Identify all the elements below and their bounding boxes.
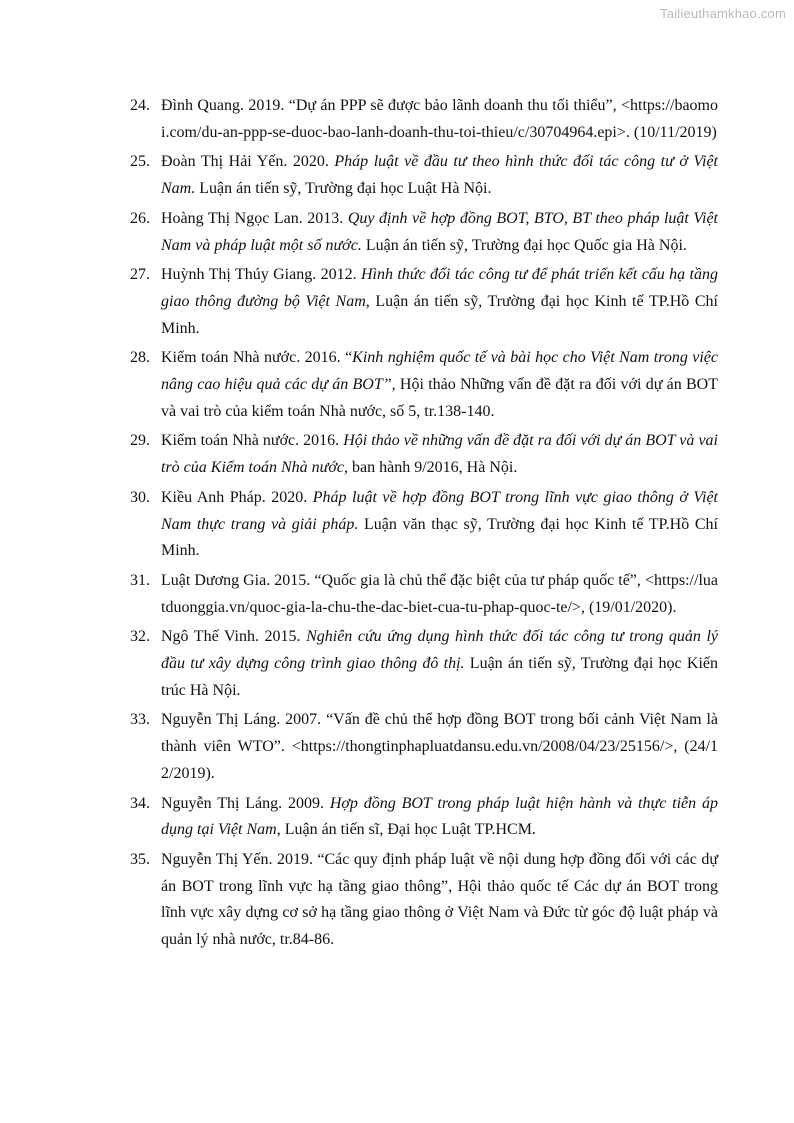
- reference-text: Đoàn Thị Hải Yến. 2020.: [161, 153, 335, 171]
- watermark-text: Tailieuthamkhao.com: [660, 6, 786, 21]
- reference-text: Nguyễn Thị Láng. 2009.: [161, 794, 330, 812]
- reference-number: 33.: [130, 711, 150, 729]
- reference-item-29: [130, 428, 718, 481]
- reference-item-32: [130, 624, 718, 704]
- reference-title: Pháp luật về hợp đồng BOT trong lĩnh vực giao thông ở Việt Nam thực trang và giải pháp.: [161, 488, 718, 533]
- reference-text: Kiểm toán Nhà nước. 2016. “: [161, 349, 353, 367]
- reference-number: 28.: [130, 349, 150, 367]
- reference-url: <https://luatduonggia.vn/quoc-gia-la-chu-the-dac-biet-cua-tu-phap-quoc-te/>, (19/01/2020).: [161, 571, 718, 616]
- reference-number: 27.: [130, 266, 150, 284]
- reference-text: Đình Quang. 2019. “Dự án PPP sẽ được bảo lãnh doanh thu tối thiểu”,: [161, 97, 621, 114]
- reference-text: Kiểm toán Nhà nước. 2016.: [161, 432, 344, 450]
- reference-item-34: [130, 791, 718, 844]
- reference-item-26: [130, 206, 718, 259]
- reference-item-28: [130, 345, 718, 425]
- reference-text: Nguyễn Thị Láng. 2007. “Vấn đề chủ thể hợp đồng BOT trong bối cảnh Việt Nam là thành viên WTO”.: [161, 711, 718, 756]
- reference-title: Quy định về hợp đồng BOT, BTO, BT theo pháp luật Việt Nam và pháp luật một số nước.: [161, 209, 718, 254]
- reference-title: Hợp đồng BOT trong pháp luật hiện hành và thực tiễn áp dụng tại Việt Nam: [161, 794, 718, 839]
- reference-text: Ngô Thế Vinh. 2015.: [161, 628, 307, 646]
- reference-source: Luận án tiến sỹ, Trường đại học Kiến trúc Hà Nội.: [161, 655, 719, 699]
- reference-source: Luận án tiến sỹ, Trường đại học Kinh tế TP.Hồ Chí Minh.: [161, 292, 718, 337]
- reference-title: Hội thảo về những vấn đề đặt ra đối với dự án BOT và vai trò của Kiểm toán Nhà nước,: [161, 432, 719, 477]
- reference-url: <https://thongtinphapluatdansu.edu.vn/2008/04/23/25156/>, (24/12/2019).: [161, 738, 719, 782]
- reference-number: 34.: [130, 794, 150, 812]
- reference-title: Hình thức đối tác công tư để phát triển kết cấu hạ tầng giao thông đường bộ Việt Nam,: [161, 266, 719, 310]
- reference-url: <https://baomoi.com/du-an-ppp-se-duoc-bao-lanh-doanh-thu-toi-thieu/c/30704964.epi>. (10/11/2019): [161, 97, 718, 141]
- reference-text: Kiều Anh Pháp. 2020.: [161, 488, 313, 506]
- reference-source: ban hành 9/2016, Hà Nội.: [348, 459, 518, 477]
- reference-title: Pháp luật về đầu tư theo hình thức đối tác công tư ở Việt Nam.: [161, 153, 718, 198]
- reference-text: Luật Dương Gia. 2015. “Quốc gia là chủ thể đặc biệt của tư pháp quốc tế”,: [161, 571, 645, 589]
- reference-item-33: [130, 707, 718, 787]
- reference-source: Hội thảo Những vấn đề đặt ra đối với dự án BOT và vai trò của kiểm toán Nhà nước, số 5, tr.138-140.: [161, 376, 719, 420]
- reference-number: 25.: [130, 153, 150, 171]
- reference-source: Luận án tiến sỹ, Trường đại học Quốc gia Hà Nội.: [361, 236, 687, 254]
- reference-list: [130, 93, 718, 957]
- reference-text: Huỳnh Thị Thúy Giang. 2012.: [161, 266, 361, 284]
- reference-text: Hoàng Thị Ngọc Lan. 2013.: [161, 209, 348, 227]
- reference-number: 29.: [130, 432, 150, 450]
- reference-item-31: [130, 568, 718, 621]
- reference-item-24: [130, 93, 718, 146]
- reference-number: 30.: [130, 488, 150, 506]
- reference-number: 31.: [130, 571, 150, 589]
- reference-title: Nghiên cứu ứng dụng hình thức đối tác công tư trong quản lý đầu tư xây dựng công trình giao thông đô thị.: [161, 628, 718, 673]
- reference-text: Nguyễn Thị Yến. 2019. “Các quy định pháp luật về nội dung hợp đồng đối với các dự án BOT trong lĩnh vực hạ tầng giao thông”, Hội thảo quốc tế Các dự án BOT trong lĩnh vực xây dựng cơ sở hạ tầng giao thông ở Việt Nam và Đức từ góc độ luật pháp và quản lý nhà nước, tr.84-86.: [161, 850, 718, 949]
- reference-number: 32.: [130, 628, 150, 646]
- reference-item-25: [130, 149, 718, 202]
- reference-source: Luận án tiến sỹ, Trường đại học Luật Hà Nội.: [195, 180, 492, 198]
- reference-source: Luận văn thạc sỹ, Trường đại học Kinh tế TP.Hồ Chí Minh.: [161, 515, 718, 560]
- reference-number: 26.: [130, 209, 150, 227]
- reference-number: 24.: [130, 97, 150, 114]
- reference-title: Kinh nghiệm quốc tế và bài học cho Việt Nam trong việc nâng cao hiệu quả các dự án BOT”,: [161, 349, 718, 394]
- reference-item-30: [130, 485, 718, 565]
- reference-number: 35.: [130, 850, 150, 868]
- reference-item-27: [130, 262, 718, 342]
- reference-item-35: [130, 847, 718, 954]
- reference-source: , Luận án tiến sĩ, Đại học Luật TP.HCM.: [276, 821, 536, 839]
